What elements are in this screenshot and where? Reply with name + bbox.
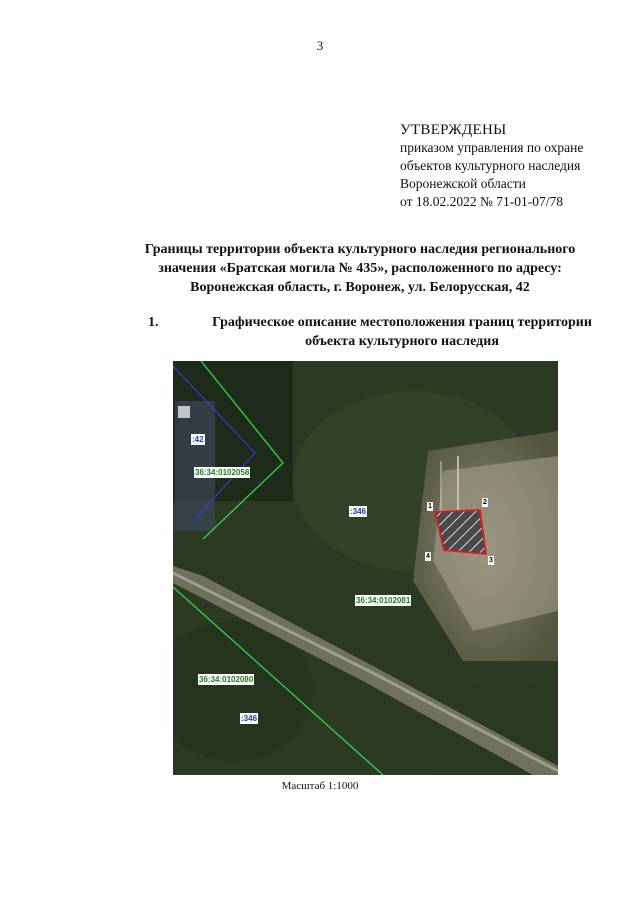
section-number: 1. (148, 315, 159, 330)
scale-caption: Масштаб 1:1000 (281, 780, 359, 792)
label-quarter-2080: 36:34:0102080 (199, 675, 254, 684)
section-heading (148, 313, 618, 351)
title-line: Границы территории объекта культурного наследия регионального (144, 242, 576, 257)
map-image (173, 361, 558, 775)
label-parcel-346-bottom: :346 (241, 714, 258, 723)
object-boundary (435, 510, 486, 554)
approval-line: приказом управления по охране (400, 140, 584, 155)
title-line: Воронежская область, г. Воронеж, ул. Белорусская, 42 (190, 280, 530, 295)
label-parcel-42: :42 (192, 435, 204, 444)
approval-line: объектов культурного наследия (400, 158, 581, 173)
boundary-point-2: 2 (483, 499, 487, 506)
title-line: значения «Братская могила № 435», расположенного по адресу: (158, 261, 562, 276)
satellite-map (173, 361, 558, 775)
boundary-point-4: 4 (426, 553, 430, 560)
section-title-line: Графическое описание местоположения границ территории (212, 315, 592, 330)
approval-heading: УТВЕРЖДЕНЫ (400, 122, 507, 138)
boundary-point-1: 1 (428, 503, 432, 510)
section-title-line: объекта культурного наследия (305, 334, 499, 349)
document-title (100, 240, 620, 297)
label-parcel-346-top: :346 (350, 507, 367, 516)
page-number: 3 (316, 38, 324, 53)
label-quarter-2058: 36:34:0102058 (195, 468, 250, 477)
label-quarter-2081: 36:34:0102081 (356, 596, 411, 605)
approval-date: от 18.02.2022 № 71-01-07/78 (400, 194, 563, 209)
boundary-point-3: 3 (489, 557, 493, 564)
approval-line: Воронежской области (400, 176, 526, 191)
approval-stamp (400, 121, 635, 211)
